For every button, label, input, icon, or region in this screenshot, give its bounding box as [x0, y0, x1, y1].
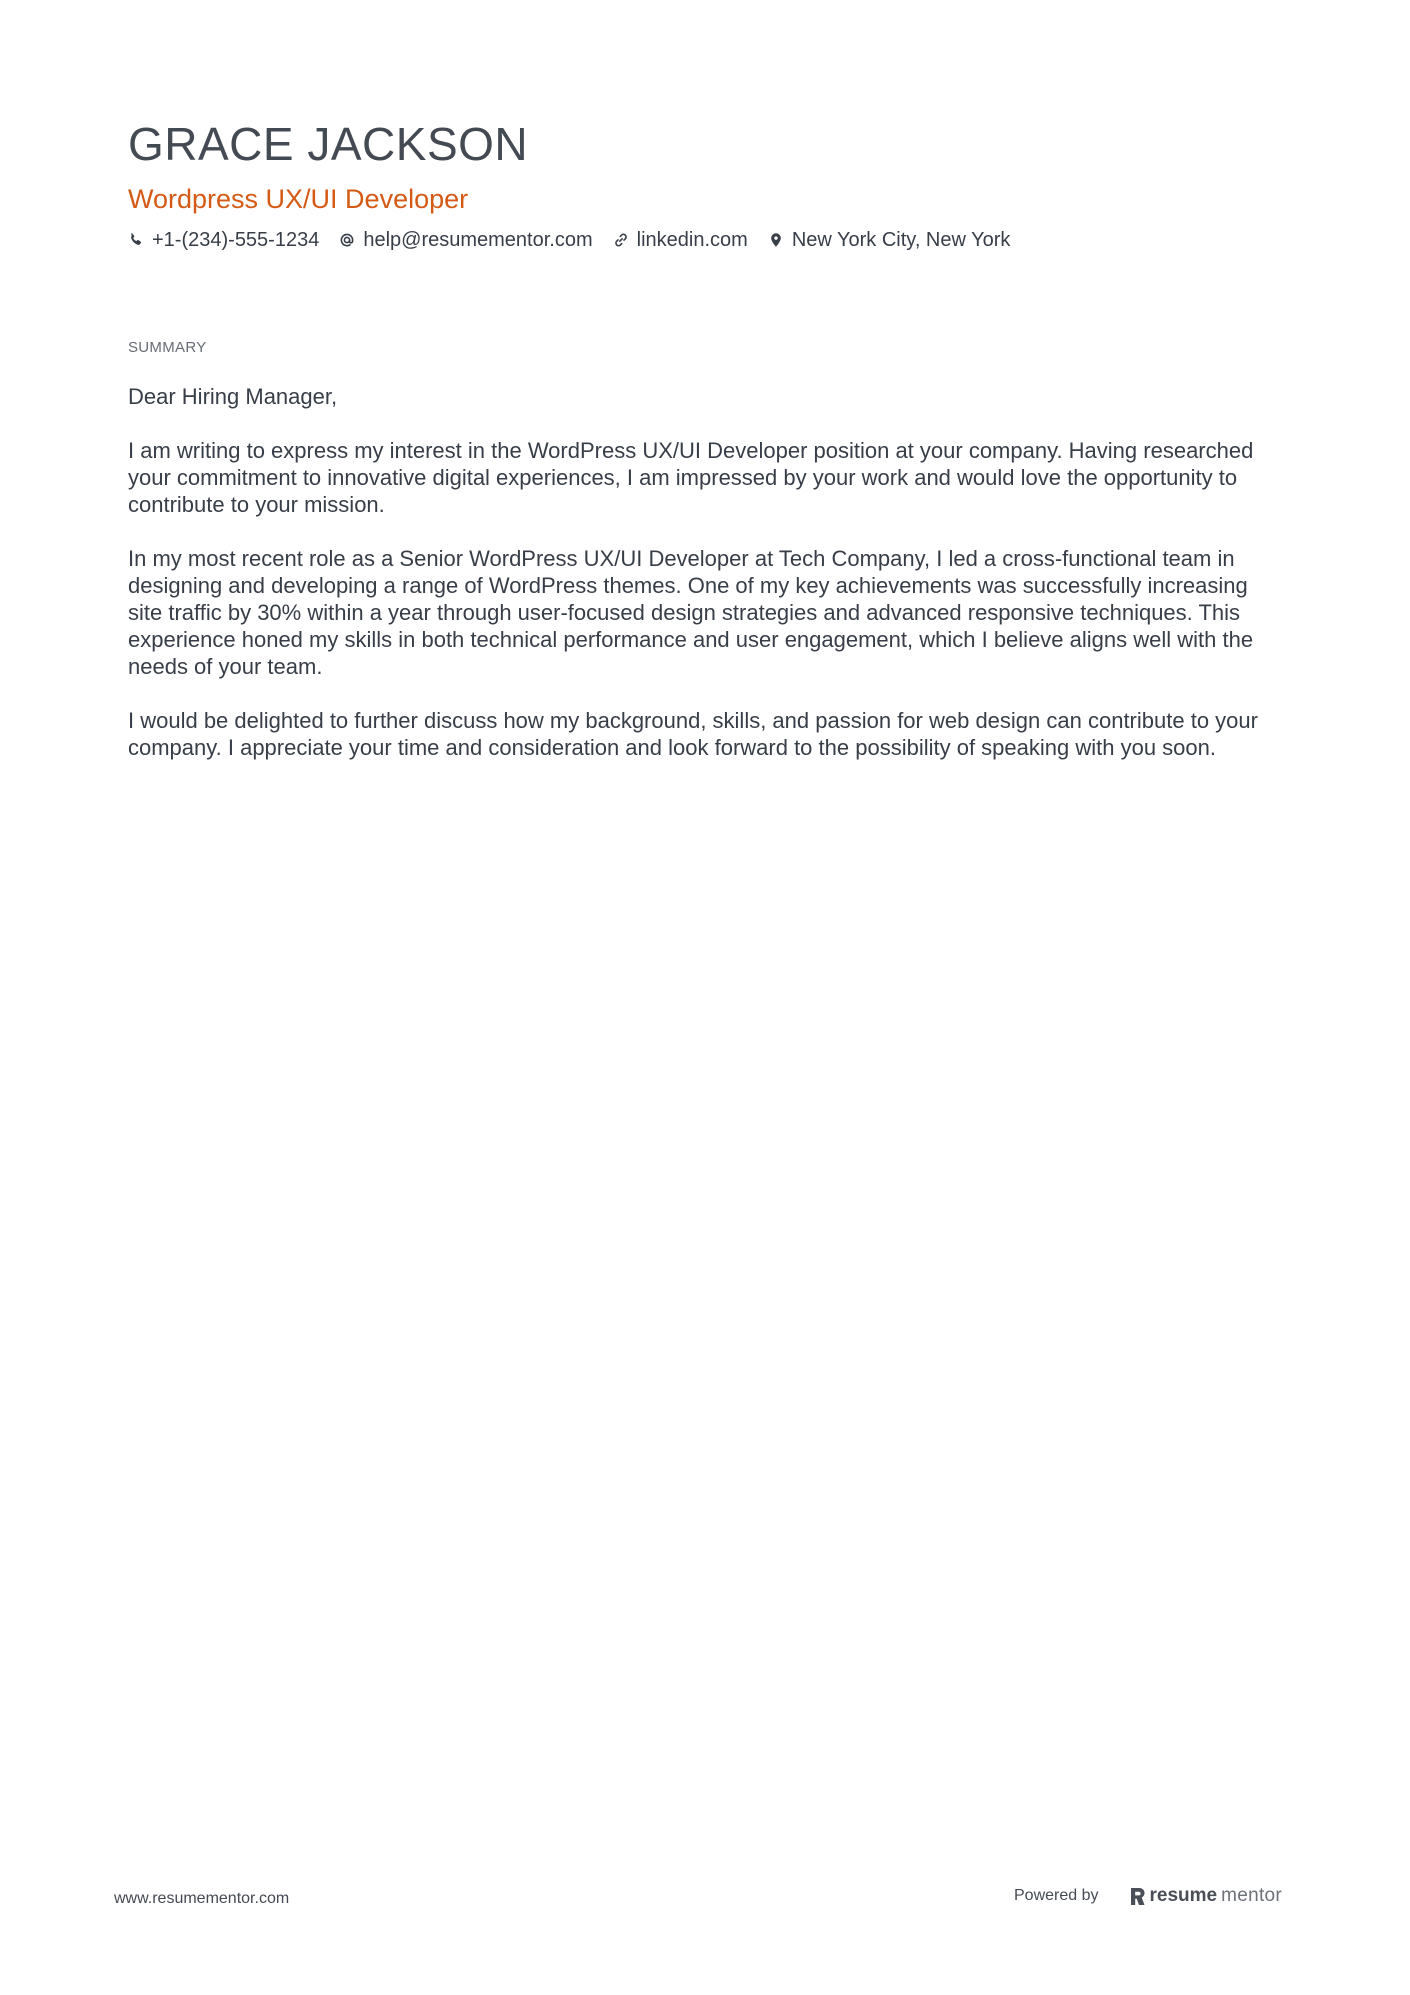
contact-location-text: New York City, New York [791, 229, 1011, 251]
contact-linkedin[interactable] [613, 227, 748, 253]
powered-by-label: Powered by [1014, 1887, 1099, 1904]
header [128, 116, 1288, 253]
resumementor-logo-icon [1129, 1887, 1146, 1906]
phone-icon [128, 232, 144, 248]
letter-paragraph: I would be delighted to further discuss how my background, skills, and passion for web design can contribute to your company. I appreciate your time and consideration and look forward to the possibility of speaking with you soon. [128, 708, 1258, 760]
contact-phone [128, 227, 319, 253]
contact-bar [128, 227, 1288, 253]
job-title: Wordpress UX/UI Developer [128, 184, 469, 214]
footer-website-link[interactable]: www.resumementor.com [114, 1890, 290, 1907]
brand-name-bold: resume [1149, 1885, 1218, 1906]
brand-name-light: mentor [1221, 1885, 1283, 1906]
brand-logo[interactable] [1129, 1885, 1283, 1907]
contact-linkedin-text: linkedin.com [636, 229, 748, 251]
contact-phone-text: +1-(234)-555-1234 [152, 229, 320, 251]
letter-paragraph: I am writing to express my interest in the WordPress UX/UI Developer position at your company. Having researched your commitment to innovative digital experiences, I am impressed by your work and would love the opportunity to contribute to your mission. [128, 438, 1254, 517]
letter-paragraph: In my most recent role as a Senior WordPress UX/UI Developer at Tech Company, I led a cross-functional team in designing and developing a range of WordPress themes. One of my key achievements was successfully increasing site traffic by 30% within a year through user-focused design strategies and advanced responsive techniques. This experience honed my skills in both technical performance and user engagement, which I believe aligns well with the needs of your team. [128, 546, 1254, 679]
cover-letter-body [128, 383, 1288, 788]
footer-branding [1014, 1885, 1282, 1907]
location-pin-icon [768, 232, 784, 248]
contact-location [768, 227, 1011, 253]
contact-email-text: help@resumementor.com [363, 229, 593, 251]
link-icon [613, 232, 629, 248]
salutation: Dear Hiring Manager, [128, 384, 338, 409]
at-icon [339, 232, 355, 248]
contact-email[interactable] [339, 227, 592, 253]
candidate-name: GRACE JACKSON [128, 118, 529, 170]
section-heading-summary: SUMMARY [128, 339, 207, 356]
